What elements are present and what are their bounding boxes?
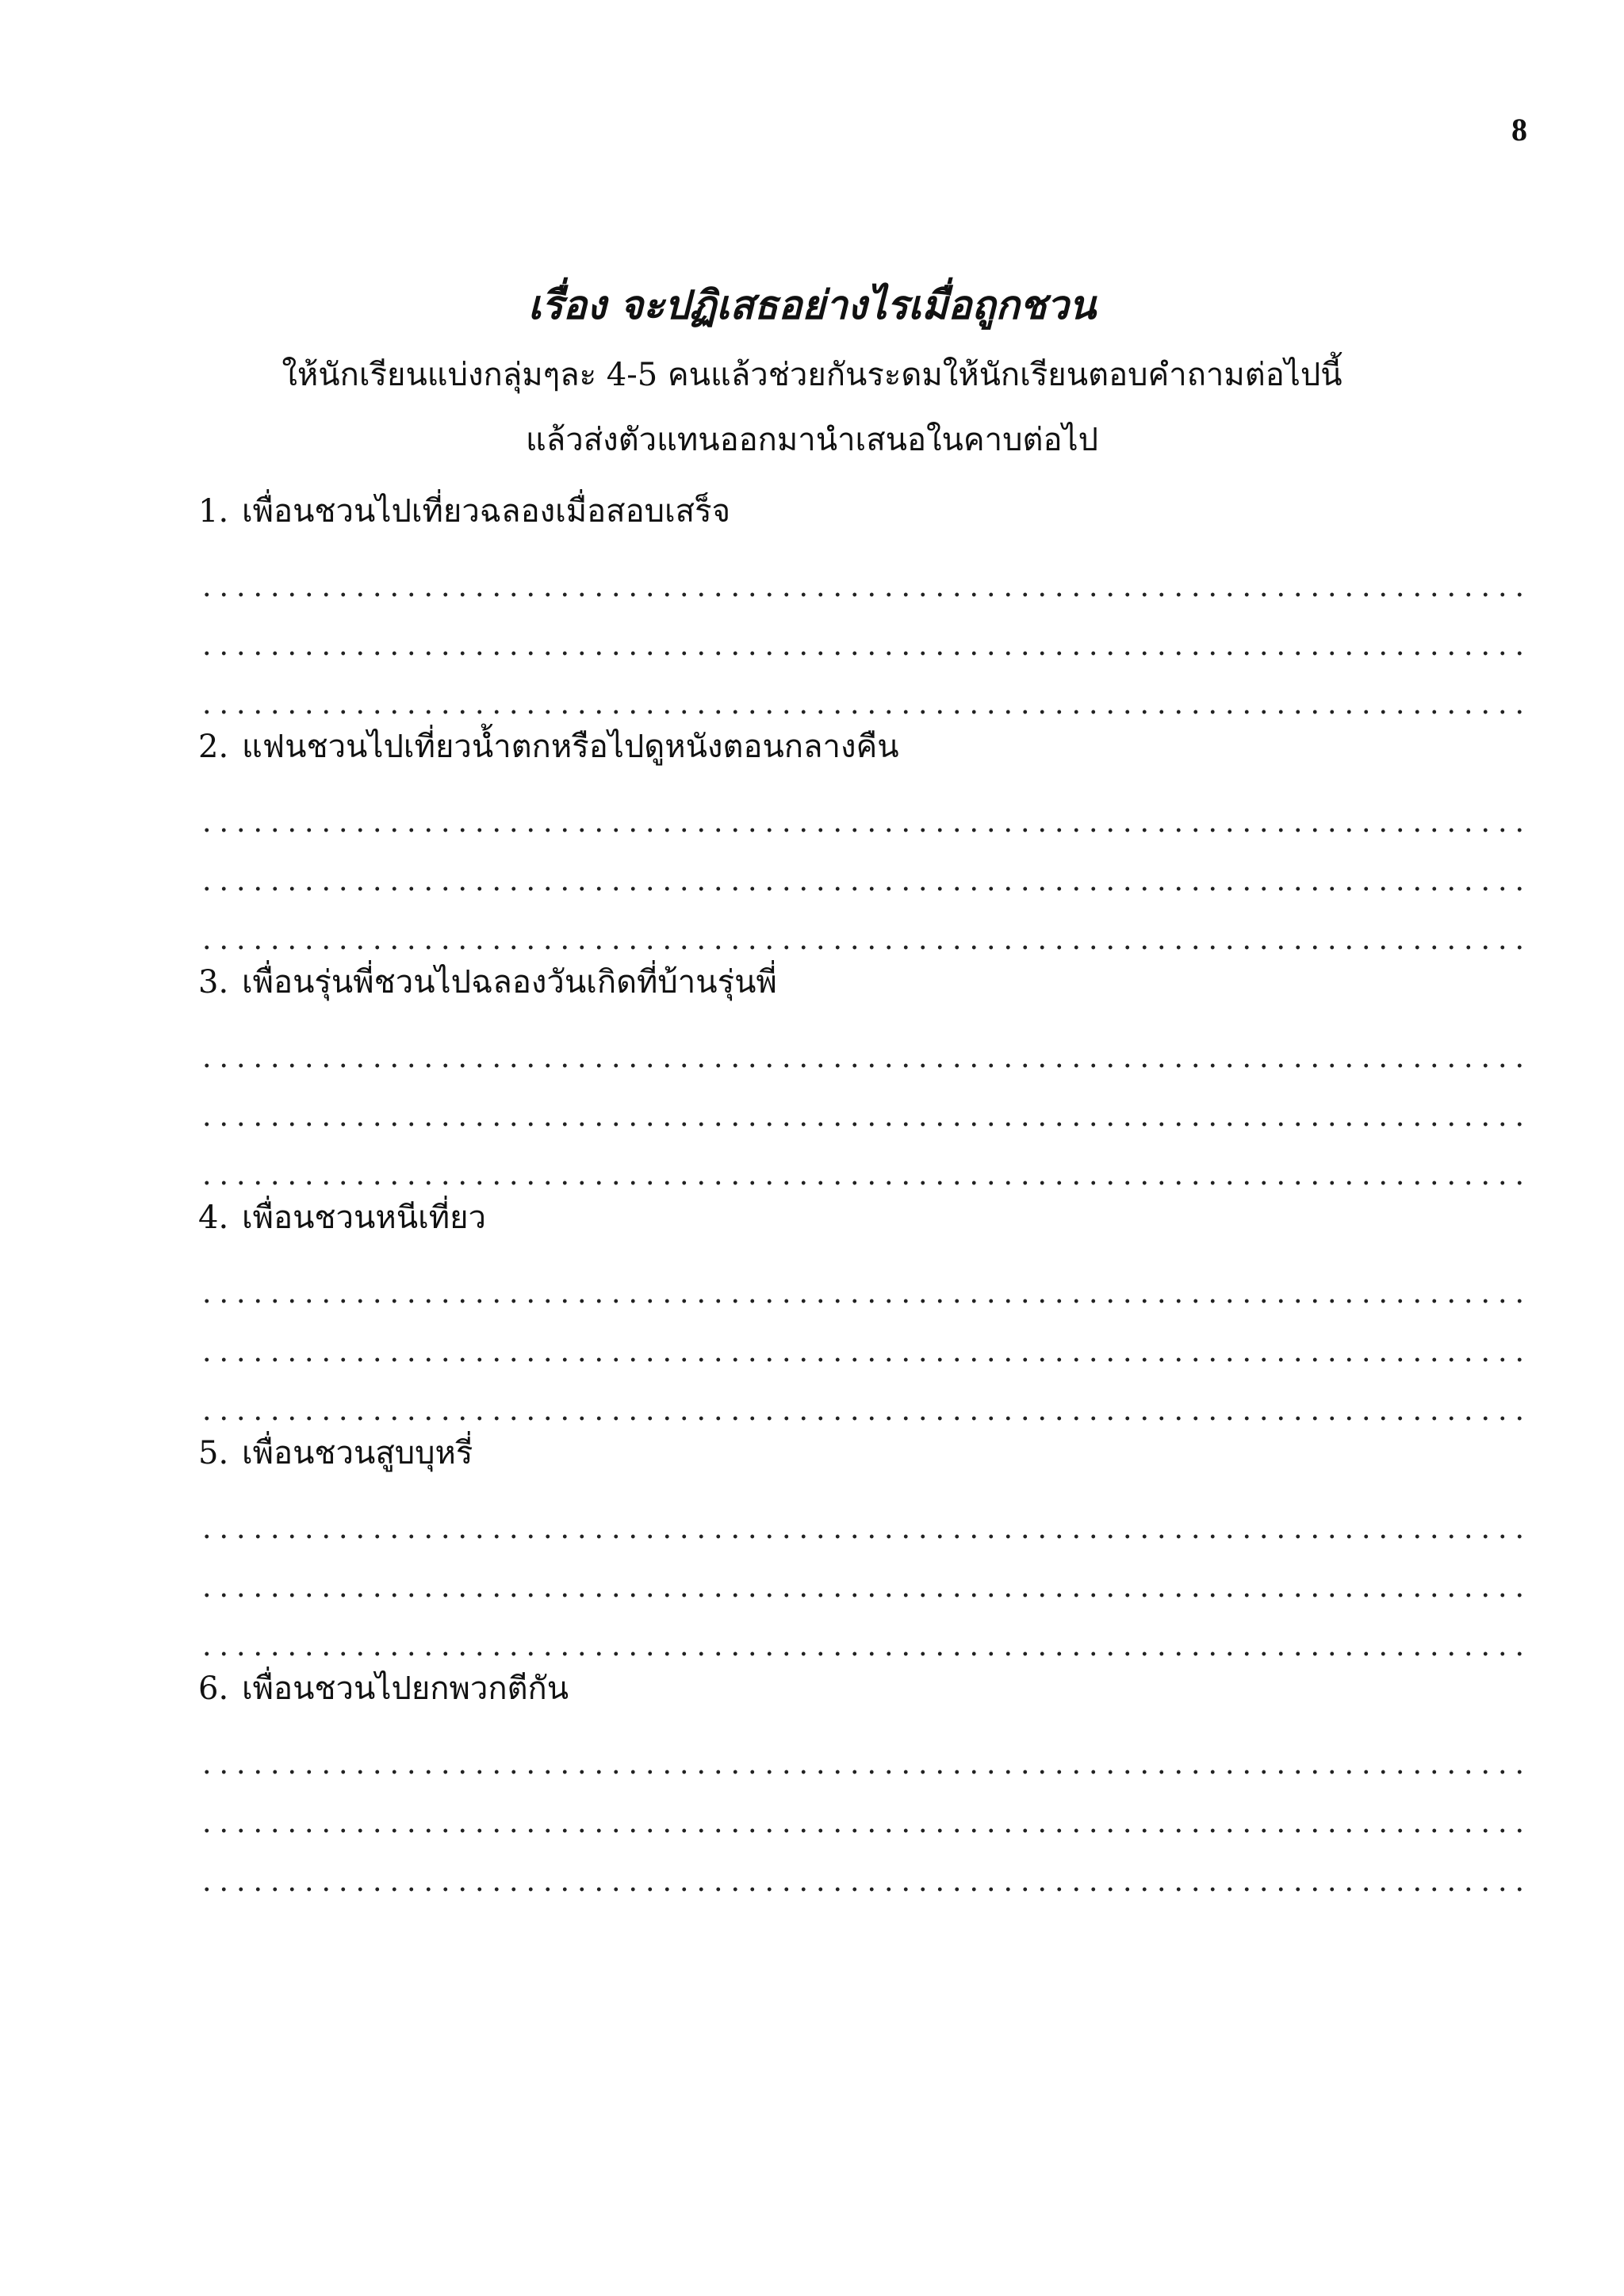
answer-line[interactable] [198,1307,1530,1365]
question-number: 4. [198,1200,229,1236]
question-text [198,1659,1530,1719]
question-label: เพื่อนชวนหนีเที่ยว [242,1200,487,1236]
answer-line[interactable] [198,1719,1530,1777]
question-text [198,1188,1530,1248]
question-text [198,953,1530,1012]
answer-line[interactable] [198,1777,1530,1836]
question-text [198,1424,1530,1483]
answer-line[interactable] [198,600,1530,659]
answer-line[interactable] [198,541,1530,600]
question-item [198,953,1530,1188]
answer-line[interactable] [198,777,1530,836]
worksheet-title: เรื่อง จะปฏิเสธอย่างไรเมื่อถูกชวน [527,281,1096,328]
question-item [198,482,1530,718]
question-label: เพื่อนชวนสูบบุหรี่ [242,1435,473,1471]
instruction-line-1: ให้นักเรียนแบ่งกลุ่มๆละ 4-5 คนแล้วช่วยกันระดมให้นักเรียนตอบคำถามต่อไปนี้ [282,357,1342,393]
question-text [198,718,1530,777]
question-label: แฟนชวนไปเที่ยวน้ำตกหรือไปดูหนังตอนกลางคืน [242,729,899,765]
question-number: 6. [198,1670,229,1707]
answer-line[interactable] [198,1601,1530,1659]
page-number: 8 [1511,112,1527,147]
answer-line[interactable] [198,1012,1530,1071]
question-label: เพื่อนรุ่นพี่ชวนไปฉลองวันเกิดที่บ้านรุ่นพี่ [242,964,777,1001]
question-item [198,718,1530,953]
question-label: เพื่อนชวนไปเที่ยวฉลองเมื่อสอบเสร็จ [242,493,731,530]
question-label: เพื่อนชวนไปยกพวกตีกัน [242,1670,569,1707]
answer-line[interactable] [198,836,1530,894]
question-text [198,482,1530,541]
answer-line[interactable] [198,1836,1530,1895]
answer-line[interactable] [198,894,1530,953]
question-number: 1. [198,493,229,530]
question-item [198,1659,1530,1895]
question-number: 3. [198,964,229,1001]
answer-line[interactable] [198,1071,1530,1130]
question-number: 2. [198,729,229,765]
answer-line[interactable] [198,1483,1530,1542]
instruction-line-2: แล้วส่งตัวแทนออกมานำเสนอในคาบต่อไป [526,422,1098,458]
question-item [198,1424,1530,1659]
answer-line[interactable] [198,1365,1530,1424]
answer-line[interactable] [198,659,1530,718]
question-item [198,1188,1530,1424]
answer-line[interactable] [198,1542,1530,1601]
question-list [198,482,1530,1895]
answer-line[interactable] [198,1130,1530,1188]
answer-line[interactable] [198,1248,1530,1307]
question-number: 5. [198,1435,229,1471]
